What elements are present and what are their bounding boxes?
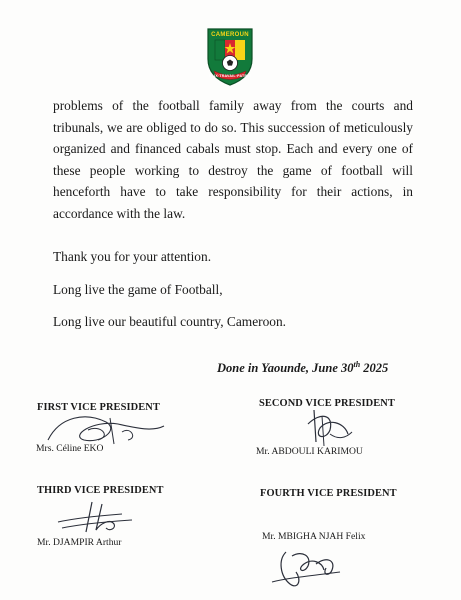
date-prefix: Done in Yaounde, June 30 xyxy=(217,361,354,376)
second-vp-signature xyxy=(300,404,360,450)
fourth-vp-title: FOURTH VICE PRESIDENT xyxy=(260,488,397,499)
second-vp-name: Mr. ABDOULI KARIMOU xyxy=(256,446,363,457)
fourth-vp-name: Mr. MBIGHA NJAH Felix xyxy=(262,531,366,542)
letter-paragraph: problems of the football family away from the courts and tribunals, we are obliged to do so. This succession of meticulously organized and financed cabals must stop. Each and every one of these people working to destroy the game of football will henceforth have to take responsibility for their actions, in accordance with the law. xyxy=(53,98,413,221)
second-vp-title: SECOND VICE PRESIDENT xyxy=(259,398,395,409)
closing-line-cameroon: Long live our beautiful country, Cameroon. xyxy=(53,314,287,329)
fourth-vp-signature xyxy=(268,546,348,592)
third-vp-name: Mr. DJAMPIR Arthur xyxy=(37,537,122,548)
third-vp-signature xyxy=(52,498,142,536)
thanks-line: Thank you for your attention. xyxy=(53,249,212,264)
closing-line-football: Long live the game of Football, xyxy=(53,282,223,297)
third-vp-title: THIRD VICE PRESIDENT xyxy=(37,485,164,496)
first-vp-name: Mrs. Céline EKO xyxy=(36,443,104,454)
crest-name: CAMEROUN xyxy=(211,32,249,38)
federation-crest-logo xyxy=(203,25,257,87)
date-year: 2025 xyxy=(360,361,389,376)
date-line xyxy=(217,360,388,376)
date-suffix: th xyxy=(353,360,361,369)
crest-motto: PAIX·TRAVAIL·PATRIE xyxy=(209,74,251,78)
first-vp-title: FIRST VICE PRESIDENT xyxy=(37,402,160,413)
